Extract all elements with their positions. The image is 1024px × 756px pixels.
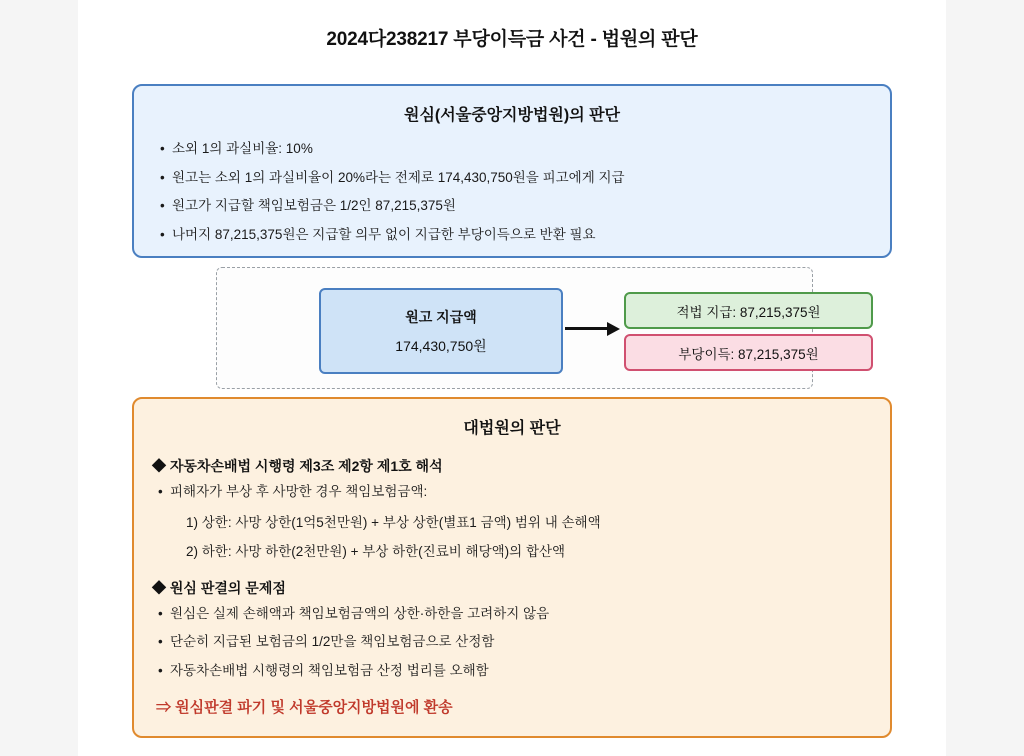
section-heading-interpretation: ◆ 자동차손배법 시행령 제3조 제2항 제1호 해석	[152, 458, 443, 474]
list-item: • 단순히 지급된 보험금의 1/2만을 책임보험금으로 산정함	[158, 632, 868, 652]
arrow-right-icon	[565, 322, 621, 336]
conclusion-text: ⇒ 원심판결 파기 및 서울중앙지방법원에 환송	[156, 699, 453, 717]
lower-court-card	[132, 84, 892, 258]
list-item: • 소외 1의 과실비율: 10%	[160, 139, 868, 159]
list-item: • 피해자가 부상 후 사망한 경우 책임보험금액:	[158, 482, 868, 502]
sub-item-upper-limit: 1) 상한: 사망 상한(1억5천만원) + 부상 상한(별표1 금액) 범위 내 손해액	[186, 514, 601, 530]
list-item: • 원고가 지급할 책임보험금은 1/2인 87,215,375원	[160, 196, 868, 216]
list-item: • 원고는 소외 1의 과실비율이 20%라는 전제로 174,430,750원을 피고에게 지급	[160, 168, 868, 188]
arrow-shaft	[565, 327, 609, 330]
unjust-enrichment-box: 부당이득: 87,215,375원	[624, 334, 873, 371]
section-heading-problems: ◆ 원심 판결의 문제점	[152, 579, 286, 596]
arrow-head	[607, 322, 620, 336]
lower-court-bullet-list	[134, 139, 890, 244]
list-item: • 나머지 87,215,375원은 지급할 의무 없이 지급한 부당이득으로 반환 필요	[160, 225, 868, 245]
list-item: • 자동차손배법 시행령의 책임보험금 산정 법리를 오해함	[158, 661, 868, 681]
interpretation-list	[134, 482, 890, 502]
problems-list	[134, 604, 890, 681]
list-item: • 원심은 실제 손해액과 책임보험금액의 상한·하한을 고려하지 않음	[158, 604, 868, 624]
paid-amount-value: 174,430,750원	[395, 337, 487, 354]
paid-amount-box	[319, 288, 563, 374]
legal-payment-box: 적법 지급: 87,215,375원	[624, 292, 873, 329]
supreme-court-title: 대법원의 판단	[463, 420, 561, 437]
flow-diagram	[216, 267, 821, 389]
sub-item-lower-limit: 2) 하한: 사망 하한(2천만원) + 부상 하한(진료비 해당액)의 합산액	[186, 543, 566, 559]
paid-amount-label: 원고 지급액	[405, 308, 477, 325]
page-title: 2024다238217 부당이득금 사건 - 법원의 판단	[326, 29, 698, 50]
supreme-court-card	[132, 397, 892, 738]
lower-court-title: 원심(서울중앙지방법원)의 판단	[403, 107, 621, 124]
document-page	[78, 0, 946, 756]
